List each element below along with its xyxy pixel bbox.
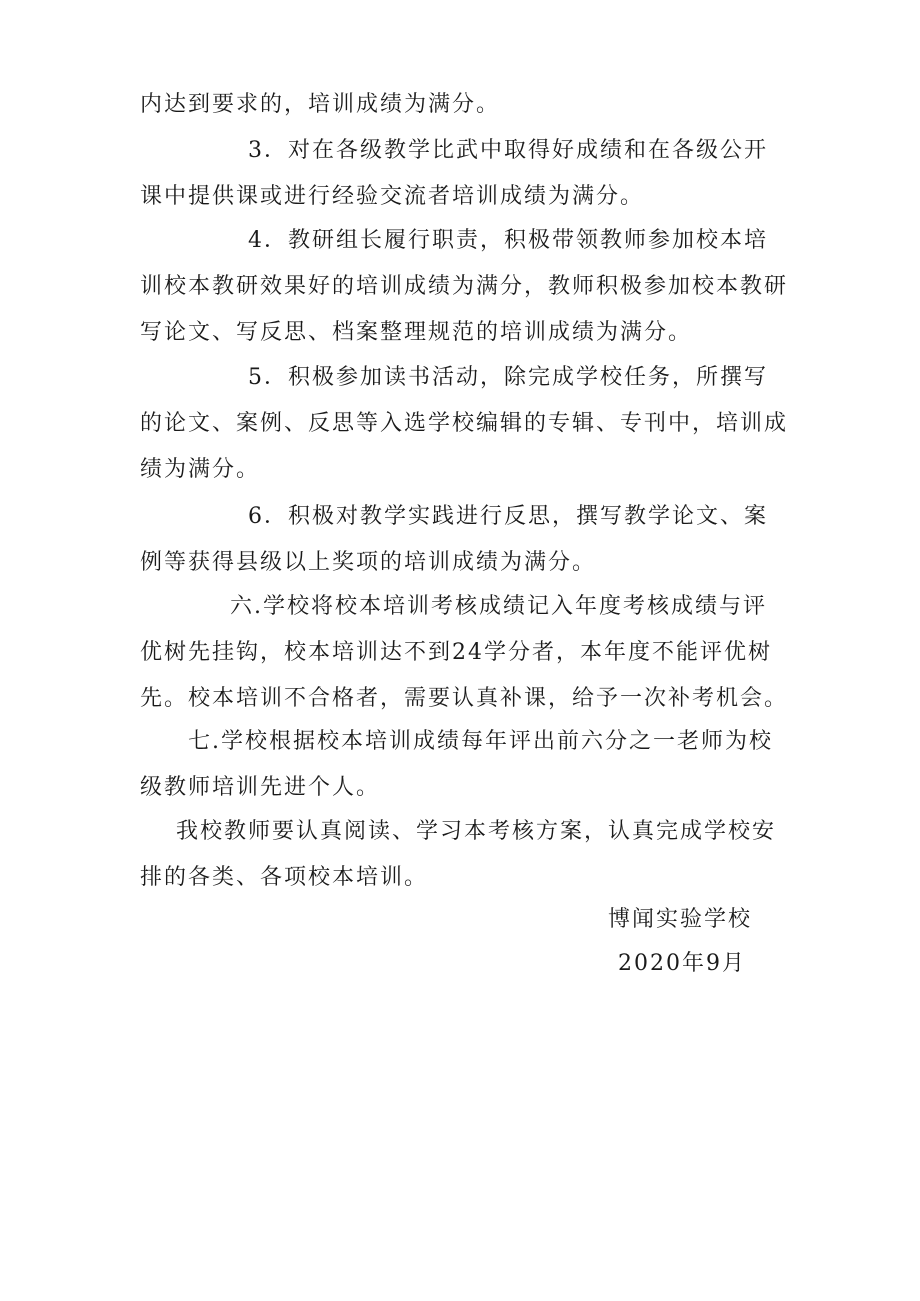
paragraph-item-3: 3．对在各级教学比武中取得好成绩和在各级公开课中提供课或进行经验交流者培训成绩为满分。	[140, 138, 768, 209]
section-six: 六.学校将校本培训考核成绩记入年度考核成绩与评优树先挂钩，校本培训达不到24学分者，本年度不能评优树先。校本培训不合格者，需要认真补课，给予一次补考机会。	[140, 594, 789, 711]
paragraph-item-5: 5．积极参加读书活动，除完成学校任务，所撰写的论文、案例、反思等入选学校编辑的专辑、专刊中，培训成绩为满分。	[140, 365, 789, 482]
signature-school: 博闻实验学校	[608, 907, 753, 932]
paragraph-item-4: 4．教研组长履行职责，积极带领教师参加校本培训校本教研效果好的培训成绩为满分，教师积极参加校本教研写论文、写反思、档案整理规范的培训成绩为满分。	[140, 228, 789, 345]
signature-date: 2020年9月	[618, 951, 746, 976]
section-seven: 七.学校根据校本培训成绩每年评出前六分之一老师为校级教师培训先进个人。	[140, 729, 773, 800]
closing-paragraph: 我校教师要认真阅读、学习本考核方案，认真完成学校安排的各类、各项校本培训。	[140, 819, 777, 890]
paragraph-item-6: 6．积极对教学实践进行反思，撰写教学论文、案例等获得县级以上奖项的培训成绩为满分。	[140, 504, 768, 575]
paragraph-continuation: 内达到要求的，培训成绩为满分。	[140, 92, 501, 117]
